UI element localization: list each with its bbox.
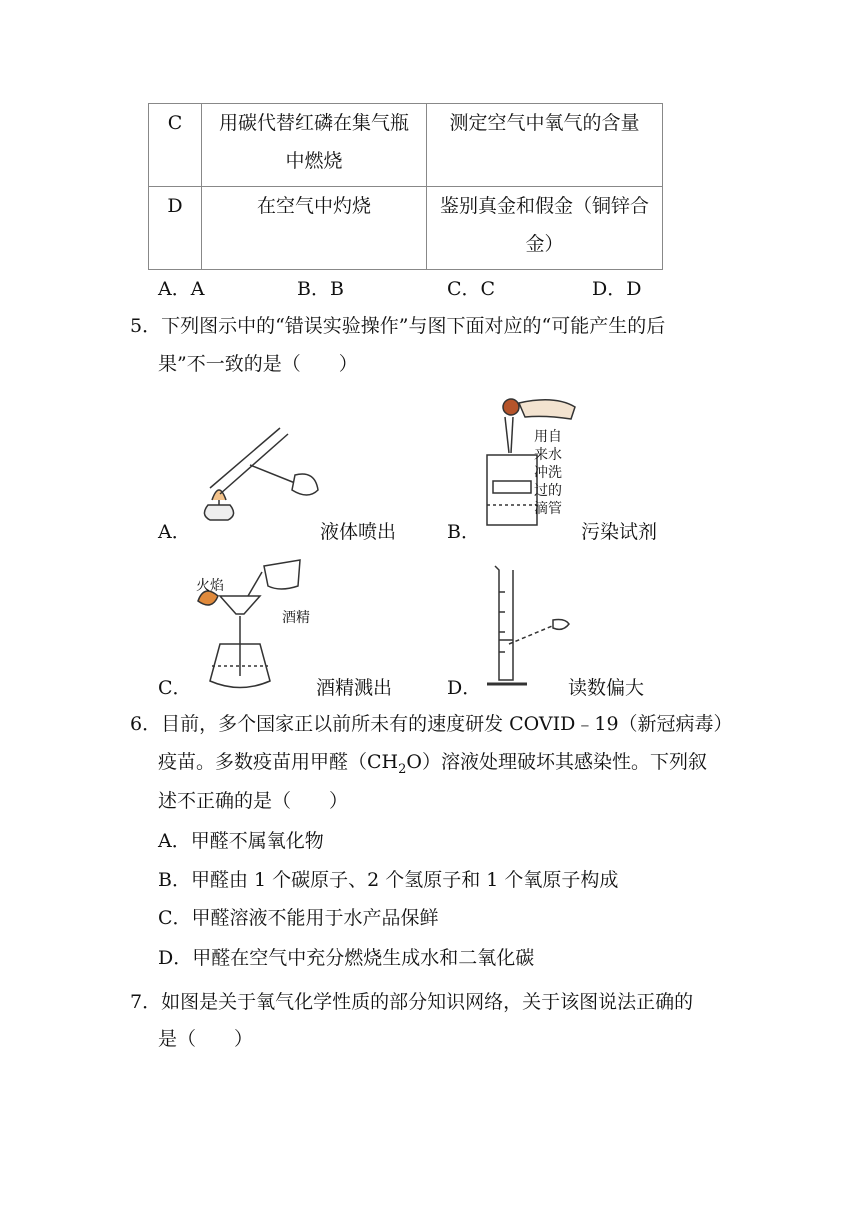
q5-option-c-text: 酒精溅出 (316, 677, 393, 699)
q5-option-b-text: 污染试剂 (581, 521, 658, 543)
method-cell: 用碳代替红磷在集气瓶 中燃烧 (202, 104, 427, 187)
purpose-cell: 鉴别真金和假金（铜锌合 金） (427, 187, 663, 270)
q7-stem-line2: 是（ ） (158, 1028, 254, 1050)
q5-stem-line1: 5．下列图示中的“错误实验操作”与图下面对应的“可能产生的后 (130, 315, 666, 337)
q5-option-c-letter[interactable]: C． (158, 677, 192, 699)
row-letter: D (149, 187, 202, 270)
q5-option-a-letter[interactable]: A． (158, 521, 191, 543)
dropper-label: 用自 来水 冲洗 过的 滴管 (534, 429, 562, 517)
q6-stem-line2: 疫苗。多数疫苗用甲醛$(CH_2O)$溶液处理破坏其感染性。下列叙 (158, 751, 707, 777)
alcohol-label: 酒精 (282, 610, 310, 626)
q5-stem-line2: 果”不一致的是（ ） (158, 353, 358, 375)
row-letter: C (149, 104, 202, 187)
table-row (149, 187, 663, 270)
q5-option-d-text: 读数偏大 (568, 677, 645, 699)
table-row (149, 104, 663, 187)
q4-option-b[interactable]: B．B (297, 278, 344, 300)
graduated-cylinder-figure (485, 562, 575, 692)
q6-stem-line3: 述不正确的是（ ） (158, 790, 349, 812)
q4-option-c[interactable]: C．C (447, 278, 496, 300)
q4-option-a[interactable]: A．A (158, 278, 205, 300)
q7-stem-line1: 7．如图是关于氧气化学性质的部分知识网络，关于该图说法正确的 (130, 991, 694, 1013)
heating-test-tube-figure (190, 420, 320, 530)
q5-option-b-letter[interactable]: B． (447, 521, 480, 543)
q6-option-a[interactable]: A．甲醛不属氧化物 (158, 830, 324, 852)
q5-option-d-letter[interactable]: D． (447, 677, 482, 699)
flame-label: 火焰 (196, 578, 224, 594)
method-cell: 在空气中灼烧 (202, 187, 427, 270)
q5-option-a-text: 液体喷出 (320, 521, 397, 543)
q4-option-d[interactable]: D．D (592, 278, 642, 300)
purpose-cell: 测定空气中氧气的含量 (427, 104, 663, 187)
q6-option-c[interactable]: C．甲醛溶液不能用于水产品保鲜 (158, 907, 439, 929)
q6-stem-line1: 6．目前，多个国家正以前所未有的速度研发 COVID﹣19（新冠病毒） (130, 713, 733, 735)
q6-option-b[interactable]: B．甲醛由 1 个碳原子、2 个氢原子和 1 个氧原子构成 (158, 869, 619, 891)
q6-option-d[interactable]: D．甲醛在空气中充分燃烧生成水和二氧化碳 (158, 947, 535, 969)
options-table (148, 103, 663, 270)
